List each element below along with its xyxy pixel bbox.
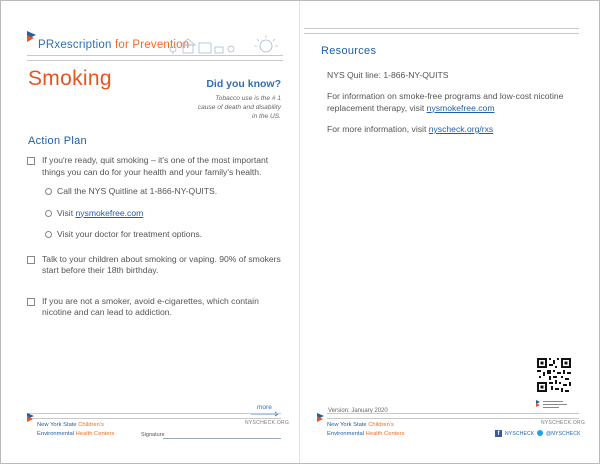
site-url[interactable]: NYSCHECK.ORG — [245, 420, 290, 426]
sub-item — [42, 186, 289, 198]
org-logo-flag-icon — [317, 413, 325, 423]
org-line-1 — [37, 421, 114, 430]
resource-paragraph — [327, 124, 577, 136]
resource-paragraph — [327, 91, 577, 114]
circle-bullet-icon — [45, 210, 52, 217]
org-line-2 — [37, 430, 114, 439]
facebook-icon[interactable]: f — [495, 430, 502, 437]
circle-bullet-icon — [45, 188, 52, 195]
header-rule — [27, 55, 283, 61]
org-line-2b: Health Centers — [365, 431, 405, 437]
sub-item — [42, 229, 289, 241]
sub-item — [42, 208, 289, 220]
left-panel — [1, 1, 299, 463]
quit-line-text: NYS Quit line: 1-866-NY-QUITS — [327, 70, 449, 80]
footer-rule — [27, 413, 281, 419]
action-item — [27, 254, 289, 277]
org-line-2b: Health Centers — [75, 431, 115, 437]
org-line-1 — [327, 421, 404, 430]
org-line-1b: Children's — [368, 422, 394, 428]
logo-escription: escription — [60, 39, 112, 51]
sub-item-prefix: Visit — [57, 207, 76, 218]
action-item-text: If you're ready, quit smoking – it's one of the most important things you can do for your health and your family's health. — [42, 155, 269, 177]
checkbox-icon[interactable] — [27, 157, 35, 165]
sub-item-text: Call the NYS Quitline at 1-866-NY-QUITS. — [57, 186, 218, 196]
footer-rule — [327, 413, 579, 419]
nyscheck-link[interactable]: nyscheck.org/rxs — [428, 124, 494, 134]
org-line-2a: Environmental — [327, 431, 366, 437]
sub-item-text: Visit your doctor for treatment options. — [57, 229, 203, 239]
org-logo-flag-icon — [27, 413, 35, 423]
did-you-know-heading: Did you know? — [206, 78, 281, 90]
action-plan-list — [27, 155, 289, 328]
nysmokefree-link[interactable]: nysmokefree.com — [426, 102, 495, 113]
org-name — [37, 421, 114, 439]
org-line-2 — [327, 430, 404, 439]
facebook-handle[interactable]: NYSCHECK — [505, 431, 535, 437]
org-name — [327, 421, 404, 439]
skyline-illustration-icon — [161, 31, 291, 55]
resource-text: For more information, visit — [327, 124, 429, 134]
logo-prx: PRx — [38, 39, 61, 51]
org-line-1a: New York State — [327, 422, 369, 428]
org-line-1b: Children's — [78, 422, 104, 428]
more-label[interactable]: more — [257, 404, 272, 411]
page-title: Smoking — [28, 67, 112, 90]
action-item — [27, 155, 289, 241]
site-url[interactable]: NYSCHECK.ORG — [541, 420, 586, 426]
twitter-icon[interactable] — [537, 430, 543, 436]
resources-heading: Resources — [321, 45, 377, 57]
sub-list — [42, 186, 289, 241]
org-line-1a: New York State — [37, 422, 79, 428]
logo-flag-icon — [27, 31, 37, 43]
header-rule — [304, 28, 579, 34]
version-text: Version: January 2020 — [328, 408, 388, 414]
circle-bullet-icon — [45, 231, 52, 238]
signature-label: Signature — [141, 432, 165, 438]
checkbox-icon[interactable] — [27, 256, 35, 264]
partner-logo-icon — [536, 399, 570, 409]
action-plan-heading: Action Plan — [28, 135, 87, 147]
qr-code-icon[interactable] — [536, 357, 572, 393]
action-item-text: If you are not a smoker, avoid e-cigarettes, which contain nicotine and can lead to addiction. — [42, 295, 259, 317]
action-item — [27, 296, 289, 319]
nysmokefree-link[interactable]: nysmokefree.com — [75, 207, 144, 218]
action-item-text: Talk to your children about smoking or vaping. 90% of smokers start before their 18th birthday. — [42, 253, 281, 275]
logo-for-prevention: for Prevention — [114, 39, 190, 51]
twitter-handle[interactable]: @NYSCHECK — [546, 431, 581, 437]
did-you-know-text: Tobacco use is the # 1 cause of death and disability in the US. — [197, 95, 281, 121]
checkbox-icon[interactable] — [27, 298, 35, 306]
resource-text: For information on smoke-free programs and low-cost nicotine replacement therapy, visit — [327, 91, 564, 113]
org-line-2a: Environmental — [37, 431, 76, 437]
signature-line[interactable] — [163, 438, 281, 439]
